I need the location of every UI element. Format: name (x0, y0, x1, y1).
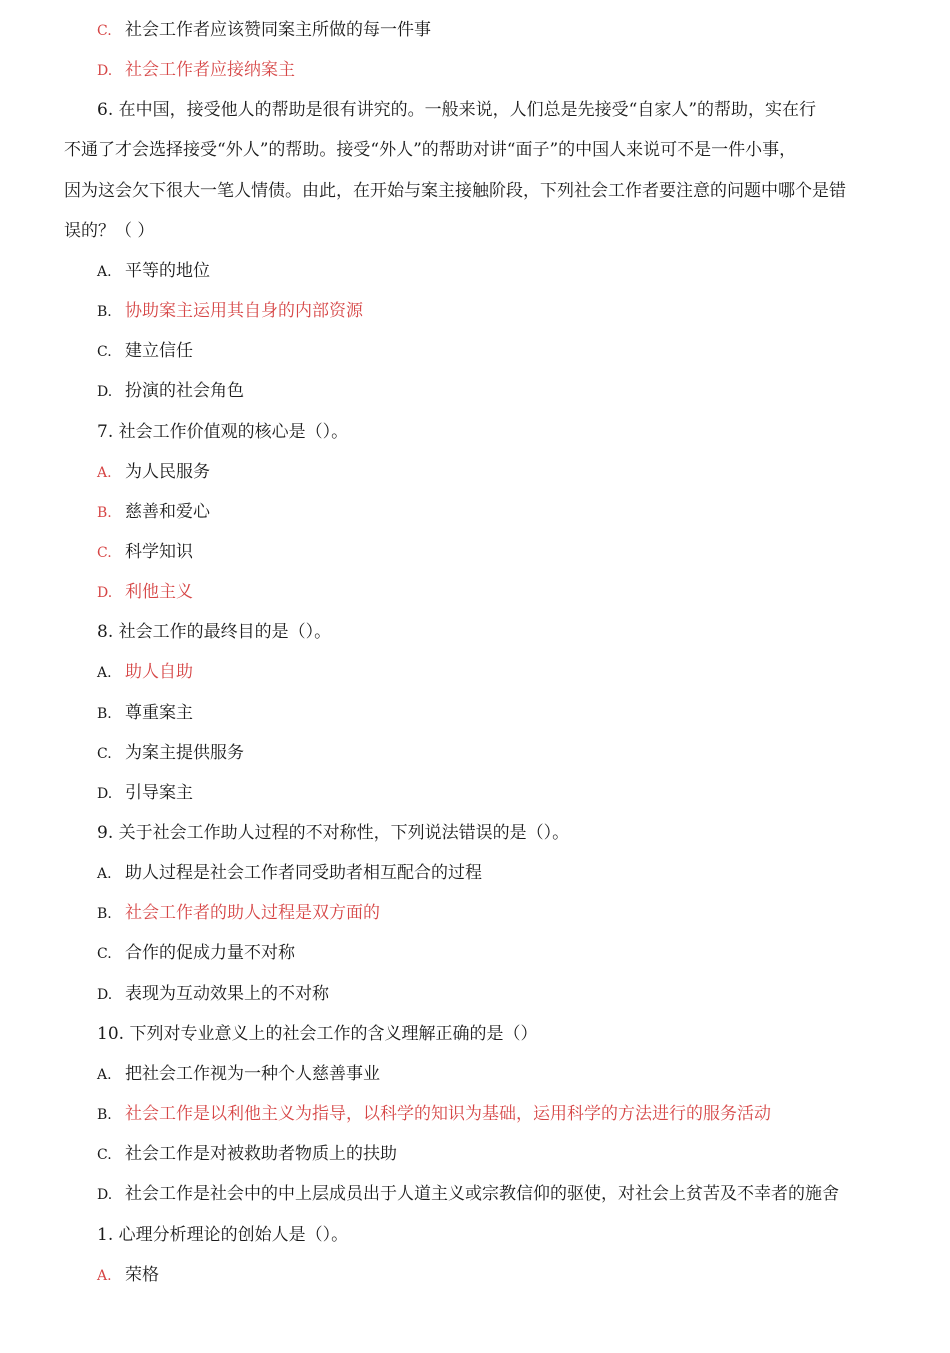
option-letter: A. (97, 665, 112, 682)
answer-option (0, 903, 380, 924)
answer-option (0, 502, 210, 523)
answer-option (0, 783, 193, 804)
option-letter: C. (97, 344, 112, 361)
option-letter: A. (97, 464, 112, 481)
answer-option (0, 1064, 380, 1085)
answer-option (0, 341, 193, 362)
answer-option (0, 60, 295, 81)
option-text: 助人自助 (125, 662, 193, 683)
answer-option (0, 542, 193, 563)
option-text: 协助案主运用其自身的内部资源 (125, 301, 363, 322)
answer-option (0, 1144, 397, 1165)
option-text: 慈善和爱心 (125, 501, 210, 522)
option-letter: B. (97, 304, 112, 321)
option-text: 表现为互动效果上的不对称 (125, 983, 329, 1004)
option-text: 社会工作是社会中的中上层成员出于人道主义或宗教信仰的驱使，对社会上贫苦及不幸者的施舍 (125, 1184, 839, 1205)
answer-option (0, 943, 295, 964)
option-text: 扮演的社会角色 (125, 381, 244, 402)
option-letter: C. (97, 544, 112, 561)
option-letter: D. (97, 63, 113, 80)
option-text: 平等的地位 (125, 260, 210, 281)
option-letter: D. (97, 1187, 113, 1204)
answer-option (0, 1184, 839, 1205)
question-paragraph-line: 6. 在中国，接受他人的帮助是很有讲究的。一般来说，人们总是先接受“自家人”的帮助，实在行 (97, 100, 817, 121)
option-text: 社会工作者应接纳案主 (125, 60, 295, 81)
option-text: 为案主提供服务 (125, 742, 244, 763)
option-text: 利他主义 (125, 582, 193, 603)
option-text: 社会工作者的助人过程是双方面的 (125, 903, 380, 924)
answer-option (0, 582, 193, 603)
option-letter: A. (97, 1267, 112, 1284)
option-text: 社会工作是以利他主义为指导，以科学的知识为基础，运用科学的方法进行的服务活动 (125, 1104, 771, 1125)
option-letter: A. (97, 866, 112, 883)
answer-option (0, 743, 244, 764)
option-text: 引导案主 (125, 782, 193, 803)
question-text: 8. 社会工作的最终目的是（）。 (97, 622, 332, 643)
option-text: 荣格 (125, 1264, 159, 1285)
option-letter: C. (97, 1147, 112, 1164)
option-text: 建立信任 (125, 341, 193, 362)
answer-option (0, 381, 244, 402)
option-text: 尊重案主 (125, 702, 193, 723)
answer-option (0, 1104, 771, 1125)
answer-option (0, 462, 210, 483)
option-text: 为人民服务 (125, 461, 210, 482)
answer-option (0, 20, 431, 41)
option-text: 社会工作者应该赞同案主所做的每一件事 (125, 20, 431, 40)
option-letter: C. (97, 946, 112, 963)
question-text: 10. 下列对专业意义上的社会工作的含义理解正确的是（） (97, 1023, 538, 1044)
option-letter: D. (97, 384, 113, 401)
option-letter: B. (97, 504, 112, 521)
option-letter: A. (97, 1066, 112, 1083)
question-paragraph-line: 误的？（ ） (64, 220, 155, 241)
answer-option (0, 984, 329, 1005)
option-text: 合作的促成力量不对称 (125, 943, 295, 964)
answer-option (0, 261, 210, 282)
option-letter: A. (97, 263, 112, 280)
question-text: 9. 关于社会工作助人过程的不对称性，下列说法错误的是（）。 (97, 823, 570, 843)
question-paragraph-line: 不通了才会选择接受“外人”的帮助。接受“外人”的帮助对讲“面子”的中国人来说可不是一件小事， (64, 140, 797, 161)
option-letter: B. (97, 705, 112, 722)
option-text: 科学知识 (125, 541, 193, 562)
question-text: 7. 社会工作价值观的核心是（）。 (97, 421, 349, 442)
question-paragraph-line: 因为这会欠下很大一笔人情债。由此，在开始与案主接触阶段，下列社会工作者要注意的问题中哪个是错 (64, 180, 846, 201)
question-text: 1. 心理分析理论的创始人是（）。 (97, 1224, 349, 1245)
option-letter: B. (97, 1107, 112, 1124)
answer-option (0, 1265, 159, 1286)
option-text: 助人过程是社会工作者同受助者相互配合的过程 (125, 863, 482, 884)
option-letter: D. (97, 986, 113, 1003)
option-letter: D. (97, 785, 113, 802)
answer-option (0, 863, 482, 884)
option-letter: C. (97, 745, 112, 762)
answer-option (0, 703, 193, 724)
answer-option (0, 301, 363, 322)
option-letter: B. (97, 906, 112, 923)
option-text: 社会工作是对被救助者物质上的扶助 (125, 1144, 397, 1165)
option-text: 把社会工作视为一种个人慈善事业 (125, 1063, 380, 1084)
answer-option (0, 662, 193, 683)
option-letter: C. (97, 23, 112, 39)
option-letter: D. (97, 585, 113, 602)
